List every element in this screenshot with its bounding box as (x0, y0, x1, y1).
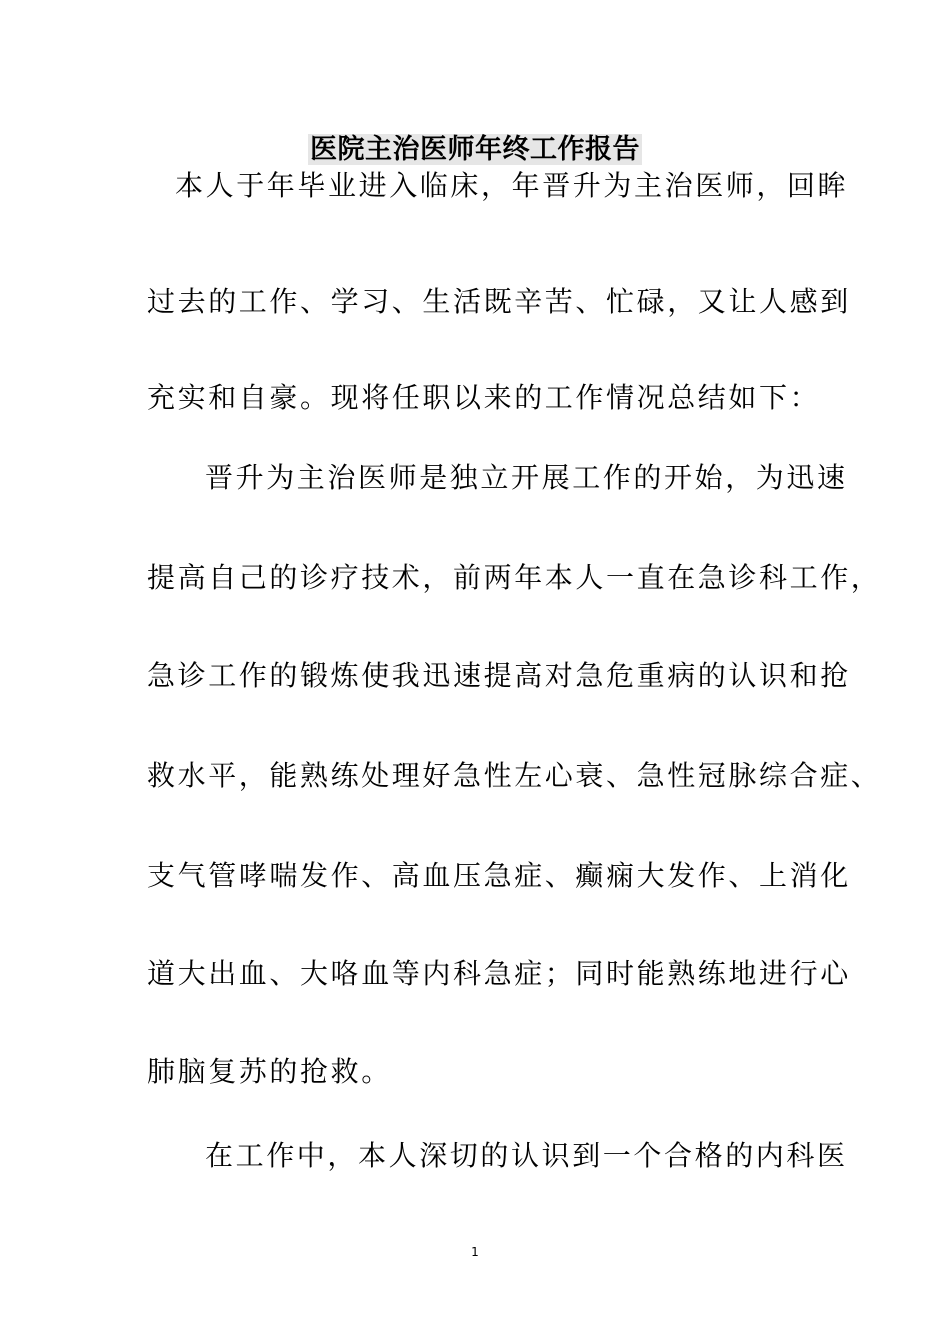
document-title-text: 医院主治医师年终工作报告 (310, 134, 640, 165)
body-line: 救水平，能熟练处理好急性左心衰、急性冠脉综合症、 (147, 759, 882, 792)
body-line: 支气管哮喘发作、高血压急症、癫痫大发作、上消化 (147, 859, 851, 892)
body-line: 晋升为主治医师是独立开展工作的开始，为迅速 (205, 461, 848, 494)
body-line: 道大出血、大咯血等内科急症；同时能熟练地进行心 (147, 957, 851, 990)
body-line: 在工作中，本人深切的认识到一个合格的内科医 (205, 1139, 848, 1172)
body-line: 急诊工作的锻炼使我迅速提高对急危重病的认识和抢 (147, 659, 851, 692)
body-line: 肺脑复苏的抢救。 (147, 1055, 392, 1088)
body-line: 充实和自豪。现将任职以来的工作情况总结如下： (147, 381, 821, 414)
body-line: 过去的工作、学习、生活既辛苦、忙碌，又让人感到 (147, 285, 851, 318)
page-number: 1 (471, 1245, 479, 1259)
body-line: 本人于年毕业进入临床，年晋升为主治医师，回眸 (175, 169, 849, 202)
body-line: 提高自己的诊疗技术，前两年本人一直在急诊科工作， (147, 561, 882, 594)
